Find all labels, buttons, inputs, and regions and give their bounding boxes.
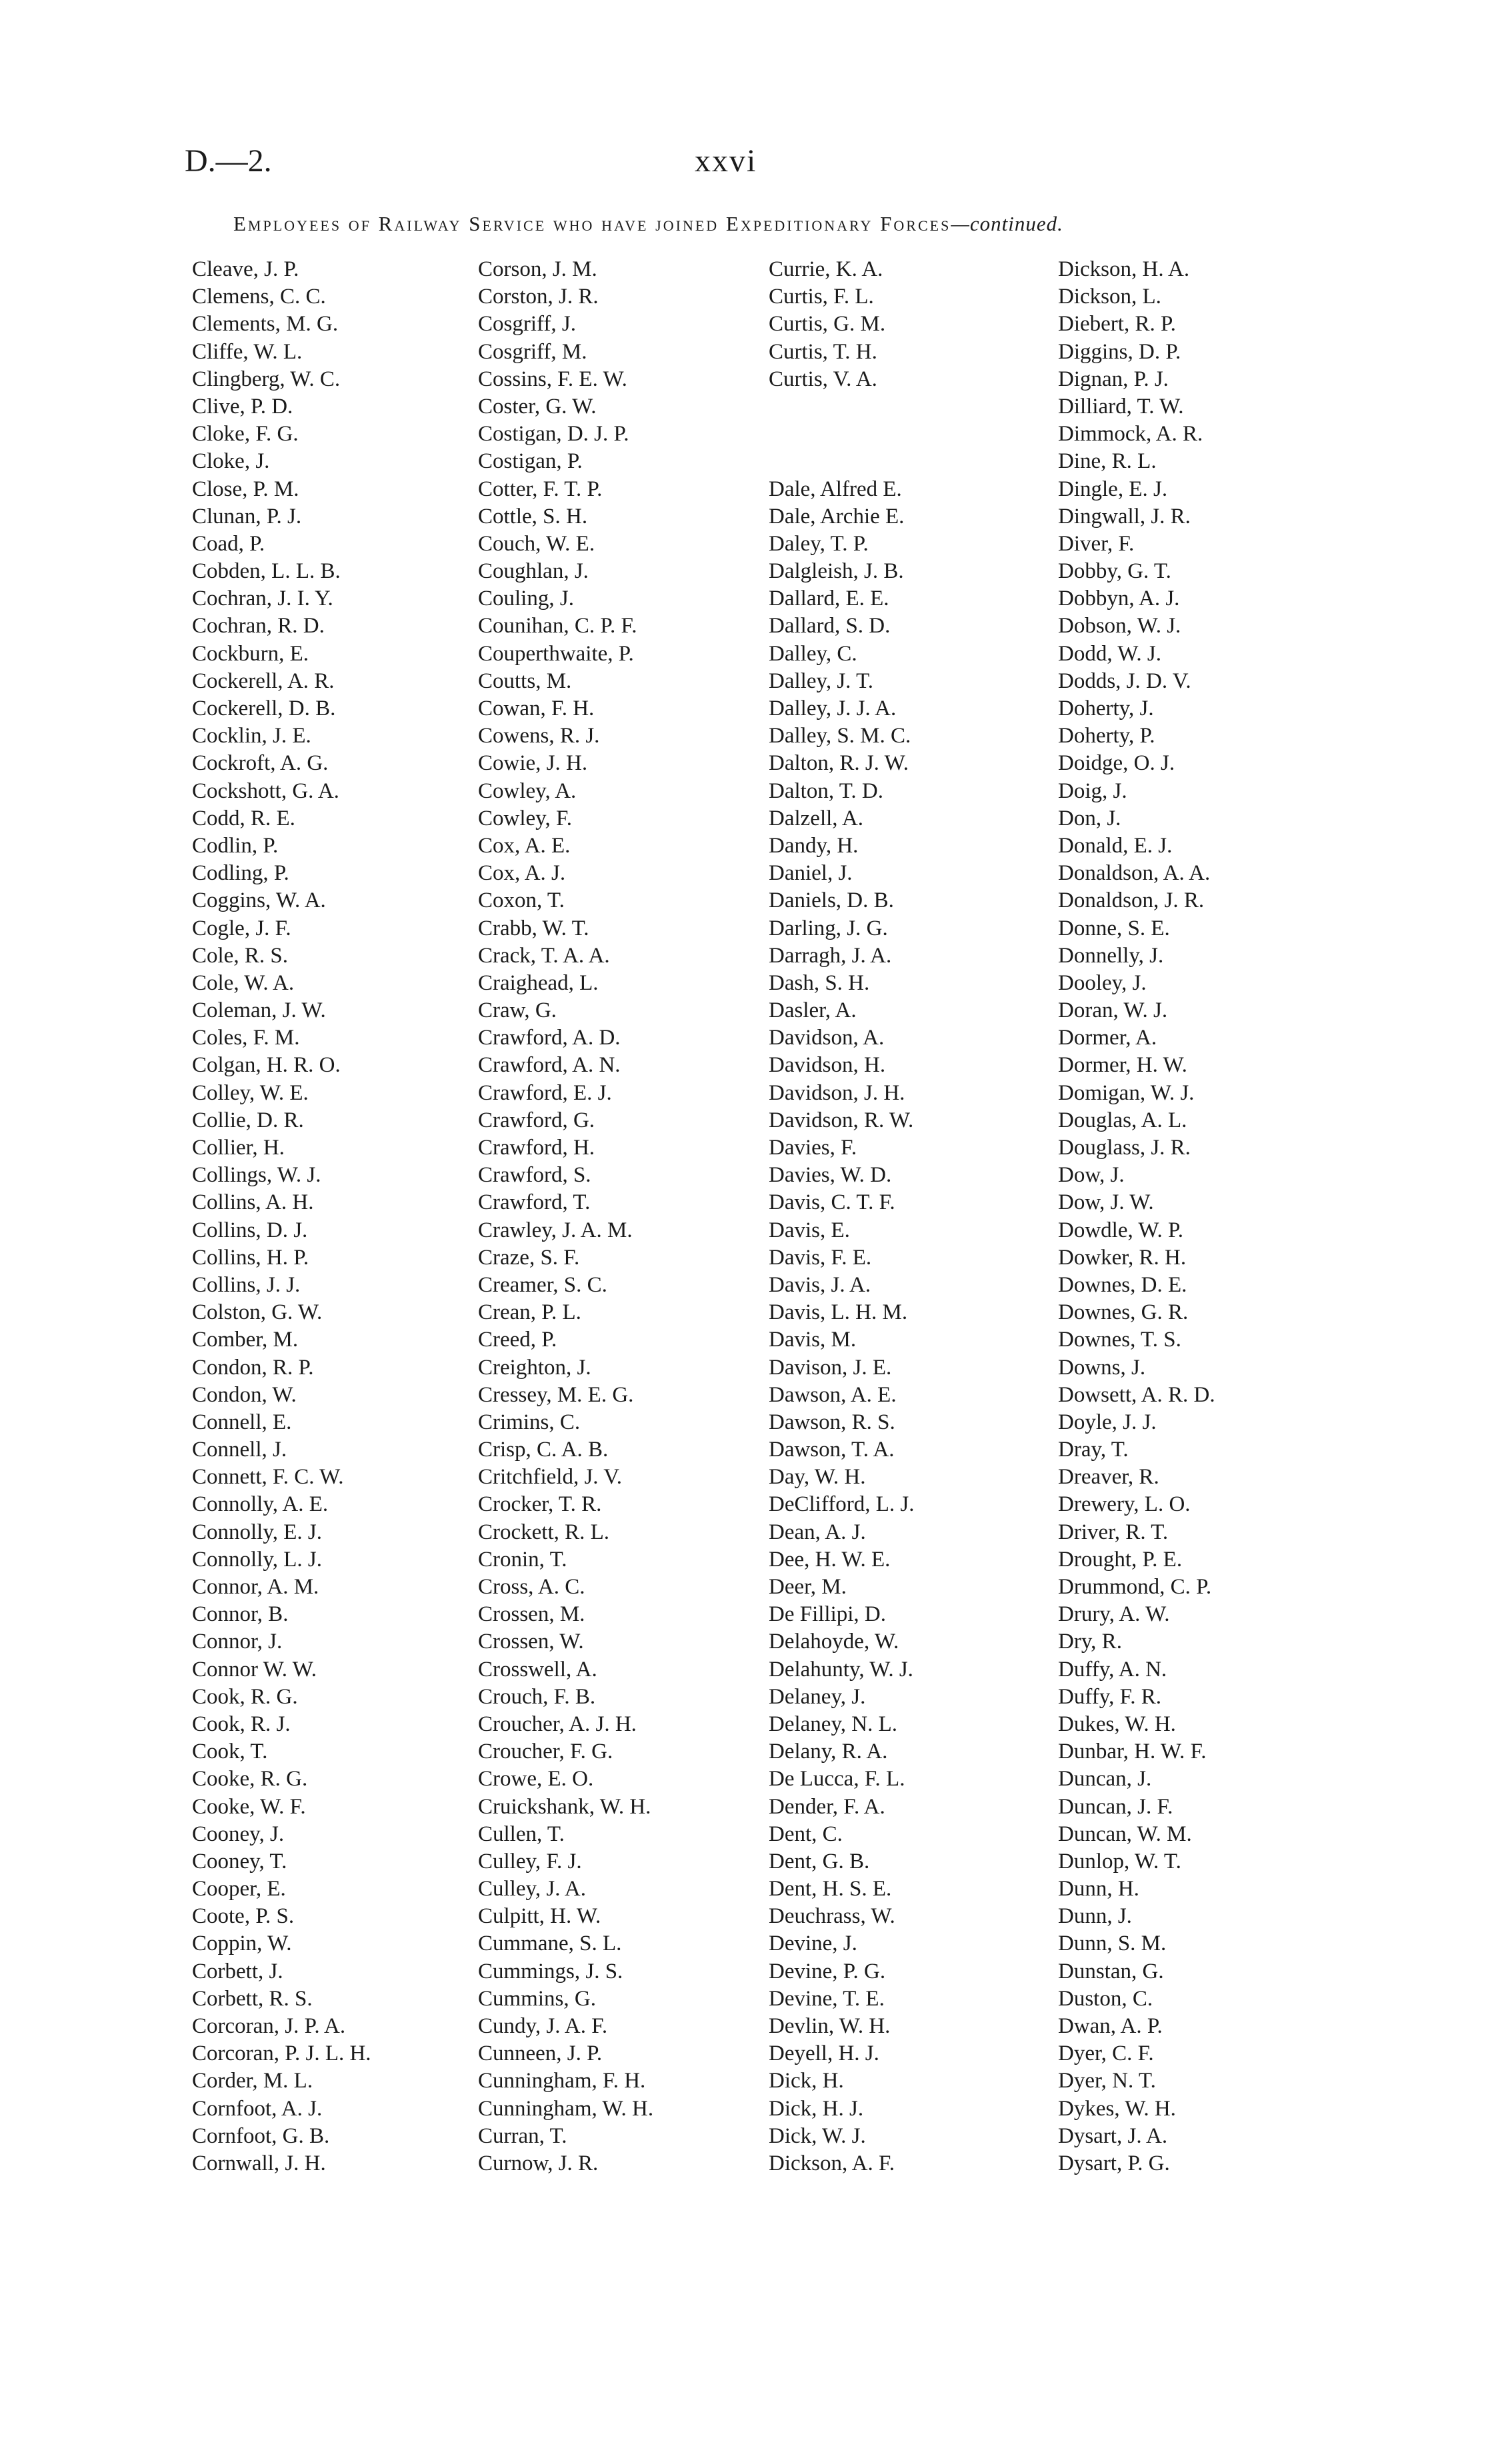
employee-name: Colgan, H. R. O. [192, 1053, 341, 1078]
blank-row [769, 448, 914, 475]
employee-name: Dalton, T. D. [769, 778, 884, 803]
employee-name: Cummins, G. [478, 1986, 596, 2011]
employee-name: Deer, M. [769, 1575, 847, 1599]
employee-name: Cowens, R. J. [478, 724, 600, 748]
employee-name: Crack, T. A. A. [478, 943, 610, 968]
employee-name: Dent, G. B. [769, 1849, 870, 1873]
employee-name: Cook, R. G. [192, 1684, 298, 1709]
page-number: xxvi [695, 143, 757, 179]
employee-name: Doherty, J. [1058, 696, 1154, 720]
employee-name: Clemens, C. C. [192, 285, 326, 309]
employee-name: Duffy, F. R. [1058, 1684, 1162, 1709]
name-column-2 [478, 256, 653, 2177]
employee-name: Cressey, M. E. G. [478, 1382, 634, 1407]
employee-name: Cooke, R. G. [192, 1767, 308, 1792]
employee-name: Downes, D. E. [1058, 1272, 1187, 1297]
blank-row [769, 393, 914, 421]
employee-name: Dalton, R. J. W. [769, 751, 909, 776]
employee-name: Cullen, T. [478, 1822, 565, 1846]
employee-name: Dunstan, G. [1058, 1959, 1164, 1983]
employee-name: Cloke, J. [192, 449, 270, 474]
employee-name: Cummings, J. S. [478, 1959, 623, 1983]
employee-name: Cowley, F. [478, 806, 572, 830]
employee-name: Coles, F. M. [192, 1026, 300, 1050]
employee-name: Cotter, F. T. P. [478, 477, 603, 501]
employee-name: Crossen, M. [478, 1602, 585, 1627]
employee-name: Cockburn, E. [192, 641, 309, 666]
employee-name: Drought, P. E. [1058, 1547, 1183, 1572]
employee-name: Daniels, D. B. [769, 888, 894, 913]
employee-name: Critchfield, J. V. [478, 1465, 623, 1490]
employee-name: Duston, C. [1058, 1986, 1153, 2011]
employee-name: Connolly, L. J. [192, 1547, 322, 1572]
employee-name: Delahunty, W. J. [769, 1657, 913, 1682]
employee-name: Couling, J. [478, 587, 574, 611]
employee-name: Dobby, G. T. [1058, 559, 1171, 584]
employee-name: DeClifford, L. J. [769, 1492, 915, 1517]
employee-name: Cox, A. J. [478, 861, 566, 886]
employee-name: Dyer, C. F. [1058, 2041, 1154, 2066]
employee-name: Dukes, W. H. [1058, 1712, 1176, 1736]
employee-name: Duncan, W. M. [1058, 1822, 1192, 1846]
employee-name: Dobson, W. J. [1058, 614, 1181, 638]
employee-name: Dine, R. L. [1058, 449, 1157, 474]
employee-name: Dormer, A. [1058, 1026, 1157, 1050]
page-reference: D.—2. [185, 143, 272, 179]
employee-name: Crouch, F. B. [478, 1684, 596, 1709]
employee-name: Cliffe, W. L. [192, 339, 303, 364]
employee-name: Driver, R. T. [1058, 1520, 1169, 1544]
employee-name: Crowe, E. O. [478, 1767, 594, 1792]
employee-name: Dasler, A. [769, 998, 857, 1023]
employee-name: Coggins, W. A. [192, 888, 326, 913]
employee-name: Dee, H. W. E. [769, 1547, 891, 1572]
heading-continued: —continued. [951, 212, 1063, 235]
employee-name: Corson, J. M. [478, 257, 597, 281]
employee-name: Dalley, J. J. A. [769, 696, 897, 720]
employee-name: Drummond, C. P. [1058, 1575, 1212, 1599]
employee-name: Condon, W. [192, 1382, 297, 1407]
employee-name: Curtis, F. L. [769, 285, 874, 309]
employee-name: Dimmock, A. R. [1058, 422, 1203, 447]
employee-name: Crabb, W. T. [478, 916, 589, 940]
employee-name: Davis, F. E. [769, 1245, 872, 1270]
employee-name: Dooley, J. [1058, 970, 1147, 995]
employee-name: Clingberg, W. C. [192, 367, 341, 391]
employee-name: Coppin, W. [192, 1931, 292, 1956]
employee-name: Downes, G. R. [1058, 1300, 1189, 1325]
employee-name: Douglass, J. R. [1058, 1136, 1191, 1160]
employee-name: Cooney, T. [192, 1849, 287, 1873]
employee-name: Dale, Alfred E. [769, 477, 902, 501]
employee-name: Codd, R. E. [192, 806, 295, 830]
employee-name: Dalley, S. M. C. [769, 724, 911, 748]
employee-name: Dowker, R. H. [1058, 1245, 1187, 1270]
employee-name: Drewery, L. O. [1058, 1492, 1191, 1517]
employee-name: Coleman, J. W. [192, 998, 326, 1023]
employee-name: Connolly, A. E. [192, 1492, 329, 1517]
employee-name: Davidson, R. W. [769, 1108, 914, 1132]
employee-name: Devine, J. [769, 1931, 857, 1956]
employee-name: Cowley, A. [478, 778, 577, 803]
employee-name: Cockroft, A. G. [192, 751, 329, 776]
employee-name: Culpitt, H. W. [478, 1904, 601, 1929]
employee-name: Dick, H. J. [769, 2096, 864, 2121]
employee-name: Curnow, J. R. [478, 2151, 599, 2175]
employee-name: Dandy, H. [769, 833, 859, 858]
employee-name: Cloke, F. G. [192, 422, 299, 447]
employee-name: Davies, W. D. [769, 1163, 892, 1188]
employee-name: Connor, A. M. [192, 1575, 319, 1599]
employee-name: Crawford, A. N. [478, 1053, 621, 1078]
employee-name: Devine, T. E. [769, 1986, 885, 2011]
employee-name: Codling, P. [192, 861, 289, 886]
employee-name: Crossen, W. [478, 1630, 584, 1654]
employee-name: Costigan, P. [478, 449, 583, 474]
employee-name: Crawford, H. [478, 1136, 595, 1160]
employee-name: Cooney, J. [192, 1822, 285, 1846]
employee-name: Downes, T. S. [1058, 1328, 1181, 1352]
employee-name: Cossins, F. E. W. [478, 367, 627, 391]
employee-name: Crawford, T. [478, 1190, 591, 1215]
employee-name: Dignan, P. J. [1058, 367, 1169, 391]
employee-name: Coote, P. S. [192, 1904, 295, 1929]
employee-name: Dale, Archie E. [769, 504, 905, 529]
employee-name: De Lucca, F. L. [769, 1767, 905, 1792]
employee-name: Dash, S. H. [769, 970, 870, 995]
employee-name: Doig, J. [1058, 778, 1127, 803]
employee-name: Cockshott, G. A. [192, 778, 339, 803]
employee-name: Collier, H. [192, 1136, 285, 1160]
employee-name: Cosgriff, J. [478, 312, 576, 337]
employee-name: Cox, A. E. [478, 833, 571, 858]
employee-name: Diebert, R. P. [1058, 312, 1176, 337]
employee-name: Davis, L. H. M. [769, 1300, 908, 1325]
employee-name: Dunn, J. [1058, 1904, 1132, 1929]
employee-name: Dallard, S. D. [769, 614, 891, 638]
employee-name: Dry, R. [1058, 1630, 1122, 1654]
employee-name: Curtis, G. M. [769, 312, 886, 337]
employee-name: Davies, F. [769, 1136, 857, 1160]
employee-name: Collins, H. P. [192, 1245, 309, 1270]
employee-name: Connell, E. [192, 1410, 292, 1434]
employee-name: Dunbar, H. W. F. [1058, 1740, 1207, 1764]
employee-name: Davison, J. E. [769, 1355, 892, 1380]
employee-name: Cobden, L. L. B. [192, 559, 341, 584]
employee-name: Dawson, R. S. [769, 1410, 895, 1434]
employee-name: Domigan, W. J. [1058, 1080, 1195, 1105]
employee-name: Crean, P. L. [478, 1300, 581, 1325]
employee-name: Close, P. M. [192, 477, 299, 501]
employee-name: Collins, D. J. [192, 1218, 308, 1242]
employee-name: Crawford, A. D. [478, 1026, 621, 1050]
employee-name: Clive, P. D. [192, 394, 293, 419]
employee-name: Davis, E. [769, 1218, 850, 1242]
employee-name: Dunn, S. M. [1058, 1931, 1167, 1956]
employee-name: Corcoran, J. P. A. [192, 2014, 346, 2038]
employee-name: Cleave, J. P. [192, 257, 299, 281]
employee-name: Dent, C. [769, 1822, 843, 1846]
employee-name: Cook, T. [192, 1740, 268, 1764]
employee-name: Clements, M. G. [192, 312, 339, 337]
employee-name: Dunlop, W. T. [1058, 1849, 1181, 1873]
employee-name: Curtis, V. A. [769, 367, 877, 391]
employee-name: Cronin, T. [478, 1547, 567, 1572]
employee-name: Coxon, T. [478, 888, 565, 913]
employee-name: Cunningham, F. H. [478, 2069, 646, 2093]
employee-name: Dallard, E. E. [769, 587, 889, 611]
employee-name: Croucher, A. J. H. [478, 1712, 637, 1736]
employee-name: Deuchrass, W. [769, 1904, 895, 1929]
employee-name: Creed, P. [478, 1328, 557, 1352]
employee-name: Don, J. [1058, 806, 1121, 830]
employee-name: Dyer, N. T. [1058, 2069, 1156, 2093]
employee-name: Cundy, J. A. F. [478, 2014, 608, 2038]
employee-name: Crosswell, A. [478, 1657, 597, 1682]
employee-name: Cruickshank, W. H. [478, 1794, 651, 1819]
employee-name: Comber, M. [192, 1328, 299, 1352]
employee-name: Cole, W. A. [192, 970, 295, 995]
employee-name: Dean, A. J. [769, 1520, 866, 1544]
employee-name: Crawley, J. A. M. [478, 1218, 633, 1242]
employee-name: Cockerell, A. R. [192, 668, 335, 693]
employee-name: Collie, D. R. [192, 1108, 304, 1132]
employee-name: Cornfoot, A. J. [192, 2096, 323, 2121]
employee-name: Crawford, G. [478, 1108, 595, 1132]
employee-name: Collins, J. J. [192, 1272, 301, 1297]
employee-name: Doran, W. J. [1058, 998, 1168, 1023]
employee-name: Dilliard, T. W. [1058, 394, 1184, 419]
name-column-4 [1058, 256, 1215, 2177]
employee-name: Downs, J. [1058, 1355, 1146, 1380]
employee-name: Delaney, J. [769, 1684, 866, 1709]
employee-name: Collings, W. J. [192, 1163, 321, 1188]
employee-name: Cocklin, J. E. [192, 724, 311, 748]
employee-name: Cunningham, W. H. [478, 2096, 654, 2121]
employee-name: Cross, A. C. [478, 1575, 585, 1599]
employee-name: Dingle, E. J. [1058, 477, 1168, 501]
employee-name: Donald, E. J. [1058, 833, 1173, 858]
employee-name: Craighead, L. [478, 970, 599, 995]
employee-name: Doherty, P. [1058, 724, 1155, 748]
employee-name: Crimins, C. [478, 1410, 581, 1434]
employee-name: Crockett, R. L. [478, 1520, 610, 1544]
employee-name: Curran, T. [478, 2123, 567, 2148]
employee-name: Dalzell, A. [769, 806, 864, 830]
employee-name: Couch, W. E. [478, 531, 595, 556]
employee-name: Deyell, H. J. [769, 2041, 879, 2066]
employee-name: Donaldson, J. R. [1058, 888, 1205, 913]
employee-name: Cole, R. S. [192, 943, 288, 968]
name-column-1 [192, 256, 371, 2177]
blank-row [769, 421, 914, 448]
employee-name: Cornwall, J. H. [192, 2151, 326, 2175]
employee-name: Cochran, R. D. [192, 614, 325, 638]
employee-name: Dow, J. W. [1058, 1190, 1154, 1215]
employee-name: Dickson, A. F. [769, 2151, 895, 2175]
employee-name: Crawford, S. [478, 1163, 591, 1188]
employee-name: Coad, P. [192, 531, 265, 556]
employee-name: Cowan, F. H. [478, 696, 595, 720]
employee-name: Delahoyde, W. [769, 1630, 899, 1654]
employee-name: Donaldson, A. A. [1058, 861, 1211, 886]
employee-name: Coster, G. W. [478, 394, 597, 419]
employee-name: Cockerell, D. B. [192, 696, 336, 720]
employee-name: Collins, A. H. [192, 1190, 314, 1215]
employee-name: Connor W. W. [192, 1657, 317, 1682]
employee-name: Davis, C. T. F. [769, 1190, 895, 1215]
employee-name: Creighton, J. [478, 1355, 591, 1380]
employee-name: Dowsett, A. R. D. [1058, 1382, 1215, 1407]
employee-name: Dykes, W. H. [1058, 2096, 1176, 2121]
employee-name: Duncan, J. [1058, 1767, 1152, 1792]
employee-name: Cooper, E. [192, 1877, 286, 1901]
employee-name: Currie, K. A. [769, 257, 883, 281]
employee-name: Davidson, J. H. [769, 1080, 905, 1105]
employee-name: Connell, J. [192, 1438, 287, 1462]
employee-name: Cornfoot, G. B. [192, 2123, 330, 2148]
employee-name: Creamer, S. C. [478, 1272, 607, 1297]
employee-name: Cottle, S. H. [478, 504, 588, 529]
employee-name: Drury, A. W. [1058, 1602, 1170, 1627]
employee-name: Dobbyn, A. J. [1058, 587, 1180, 611]
employee-name: Colston, G. W. [192, 1300, 323, 1325]
employee-name: Donne, S. E. [1058, 916, 1170, 940]
employee-name: Corder, M. L. [192, 2069, 313, 2093]
employee-name: Culley, F. J. [478, 1849, 582, 1873]
employee-name: Cooke, W. F. [192, 1794, 306, 1819]
employee-name: Dormer, H. W. [1058, 1053, 1187, 1078]
employee-name: Dent, H. S. E. [769, 1877, 892, 1901]
employee-name: Clunan, P. J. [192, 504, 302, 529]
employee-name: Connolly, E. J. [192, 1520, 322, 1544]
employee-name: Dalley, J. T. [769, 668, 874, 693]
employee-name: Dickson, L. [1058, 285, 1161, 309]
employee-name: Diver, F. [1058, 531, 1135, 556]
employee-name: Diggins, D. P. [1058, 339, 1181, 364]
employee-name: Connor, B. [192, 1602, 289, 1627]
employee-name: Corston, J. R. [478, 285, 599, 309]
employee-name: Colley, W. E. [192, 1080, 309, 1105]
employee-name: Cook, R. J. [192, 1712, 291, 1736]
employee-name: Dickson, H. A. [1058, 257, 1190, 281]
employee-name: Duncan, J. F. [1058, 1794, 1173, 1819]
employee-name: Dreaver, R. [1058, 1465, 1159, 1490]
employee-name: Daley, T. P. [769, 531, 869, 556]
employee-name: Dick, W. J. [769, 2123, 866, 2148]
employee-name: Craw, G. [478, 998, 557, 1023]
employee-name: Crocker, T. R. [478, 1492, 602, 1517]
employee-name: Darragh, J. A. [769, 943, 892, 968]
employee-name: Dowdle, W. P. [1058, 1218, 1183, 1242]
employee-name: Counihan, C. P. F. [478, 614, 637, 638]
employee-name: Davis, J. A. [769, 1272, 871, 1297]
employee-name: Codlin, P. [192, 833, 279, 858]
name-column-3 [769, 256, 914, 2177]
employee-name: Davis, M. [769, 1328, 857, 1352]
employee-name: Dunn, H. [1058, 1877, 1139, 1901]
employee-name: Dodds, J. D. V. [1058, 668, 1191, 693]
page-heading [233, 212, 1327, 236]
employee-name: Dwan, A. P. [1058, 2014, 1163, 2038]
employee-name: Connor, J. [192, 1630, 283, 1654]
employee-name: Dingwall, J. R. [1058, 504, 1191, 529]
employee-name: Day, W. H. [769, 1465, 866, 1490]
employee-name: Devine, P. G. [769, 1959, 886, 1983]
employee-name: Dalgleish, J. B. [769, 559, 904, 584]
heading-title: Employees of Railway Service who have joined Expeditionary Forces [233, 212, 951, 235]
employee-name: Cosgriff, M. [478, 339, 587, 364]
employee-name: Culley, J. A. [478, 1877, 586, 1901]
employee-name: Couperthwaite, P. [478, 641, 634, 666]
employee-name: Cowie, J. H. [478, 751, 588, 776]
employee-name: Costigan, D. J. P. [478, 422, 629, 447]
employee-name: Cogle, J. F. [192, 916, 291, 940]
employee-name: Dodd, W. J. [1058, 641, 1161, 666]
employee-name: Croucher, F. G. [478, 1740, 613, 1764]
employee-name: Devlin, W. H. [769, 2014, 891, 2038]
employee-name: Dray, T. [1058, 1438, 1129, 1462]
employee-name: Dalley, C. [769, 641, 857, 666]
employee-name: Connett, F. C. W. [192, 1465, 344, 1490]
employee-name: Cummane, S. L. [478, 1931, 622, 1956]
employee-name: De Fillipi, D. [769, 1602, 887, 1627]
employee-name: Cunneen, J. P. [478, 2041, 603, 2066]
employee-name: Corbett, R. S. [192, 1986, 313, 2011]
employee-name: Dawson, A. E. [769, 1382, 897, 1407]
employee-name: Dawson, T. A. [769, 1438, 895, 1462]
employee-name: Davidson, A. [769, 1026, 885, 1050]
employee-name: Coughlan, J. [478, 559, 589, 584]
employee-name: Corcoran, P. J. L. H. [192, 2041, 371, 2066]
employee-name: Curtis, T. H. [769, 339, 877, 364]
employee-name: Donnelly, J. [1058, 943, 1164, 968]
employee-name: Daniel, J. [769, 861, 853, 886]
employee-name: Davidson, H. [769, 1053, 886, 1078]
employee-name: Duffy, A. N. [1058, 1657, 1167, 1682]
employee-name: Craze, S. F. [478, 1245, 580, 1270]
employee-name: Corbett, J. [192, 1959, 283, 1983]
employee-name: Darling, J. G. [769, 916, 888, 940]
employee-name: Dender, F. A. [769, 1794, 885, 1819]
employee-name: Dick, H. [769, 2069, 844, 2093]
employee-name: Crisp, C. A. B. [478, 1438, 609, 1462]
employee-name: Coutts, M. [478, 668, 572, 693]
employee-name: Dow, J. [1058, 1163, 1125, 1188]
employee-name: Dysart, J. A. [1058, 2123, 1168, 2148]
employee-name: Condon, R. P. [192, 1355, 314, 1380]
employee-name: Crawford, E. J. [478, 1080, 612, 1105]
employee-name: Cochran, J. I. Y. [192, 587, 333, 611]
employee-name: Delaney, N. L. [769, 1712, 898, 1736]
employee-name: Doidge, O. J. [1058, 751, 1175, 776]
employee-name: Douglas, A. L. [1058, 1108, 1187, 1132]
employee-name: Doyle, J. J. [1058, 1410, 1157, 1434]
employee-name: Delany, R. A. [769, 1740, 888, 1764]
employee-name: Dysart, P. G. [1058, 2151, 1170, 2175]
